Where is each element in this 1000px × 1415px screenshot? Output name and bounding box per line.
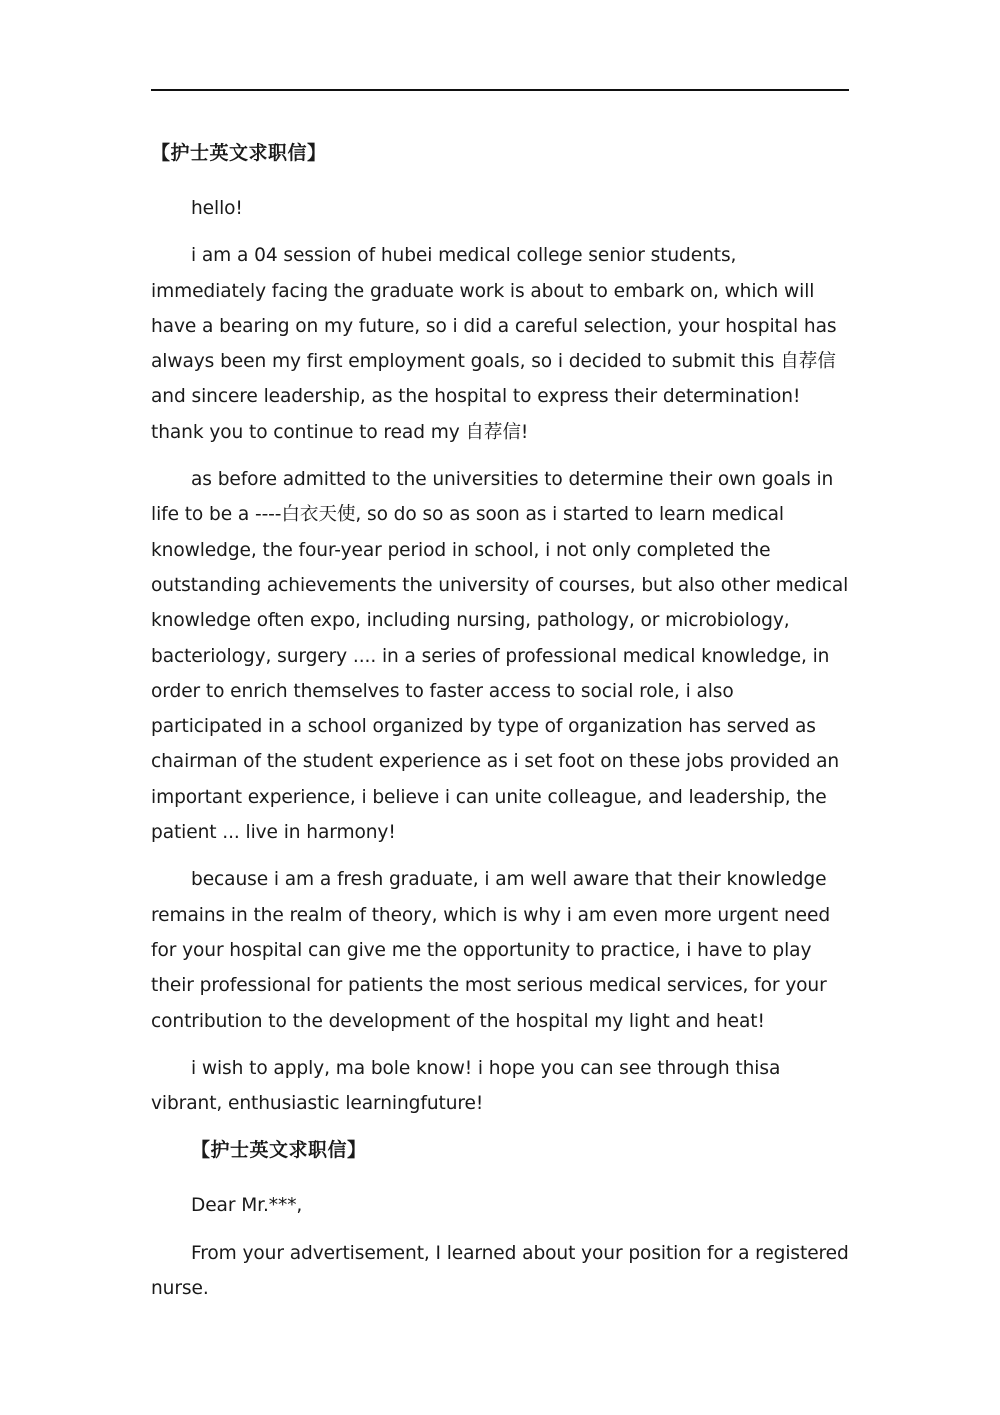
body-paragraph-4: i wish to apply, ma bole know! i hope you can see through thisa vibrant, enthusiastic learningfuture! xyxy=(151,1057,781,1115)
document-body xyxy=(151,136,849,1318)
greeting-1: hello! xyxy=(191,198,243,219)
letter-heading-1: 【护士英文求职信】 xyxy=(151,142,327,164)
body-paragraph-3: because i am a fresh graduate, i am well aware that their knowledge remains in the realm of theory, which is why i am even more urgent need for your hospital can give me the opportunity to practice, i have to play their professional for patients the most serious medical services, for your contribution to the development of the hospital my light and heat! xyxy=(151,869,831,1032)
letter-heading-2: 【护士英文求职信】 xyxy=(191,1139,367,1162)
greeting-2: Dear Mr.***, xyxy=(191,1195,303,1217)
body-paragraph-5: From your advertisement, I learned about your position for a registered nurse. xyxy=(151,1242,849,1300)
header-rule xyxy=(151,89,849,91)
body-paragraph-2: as before admitted to the universities to determine their own goals in life to be a ----白衣天使, so do so as soon as i started to learn medical knowledge, the four-year period in school, i not only completed the outstanding achievements the university of courses, but also other medical knowledge often expo, including nursing, pathology, or microbiology, bacteriology, surgery .... in a series of professional medical knowledge, in order to enrich themselves to faster access to social role, i also participated in a school organized by type of organization has served as chairman of the student experience as i set foot on these jobs provided an important experience, i believe i can unite colleague, and leadership, the patient ... live in harmony! xyxy=(151,469,849,844)
body-paragraph-1: i am a 04 session of hubei medical college senior students, immediately facing the graduate work is about to embark on, which will have a bearing on my future, so i did a careful selection, your hospital has always been my first employment goals, so i decided to submit this 自荐信 and sincere leadership, as the hospital to express their determination! thank you to continue to read my 自荐信! xyxy=(151,245,837,443)
